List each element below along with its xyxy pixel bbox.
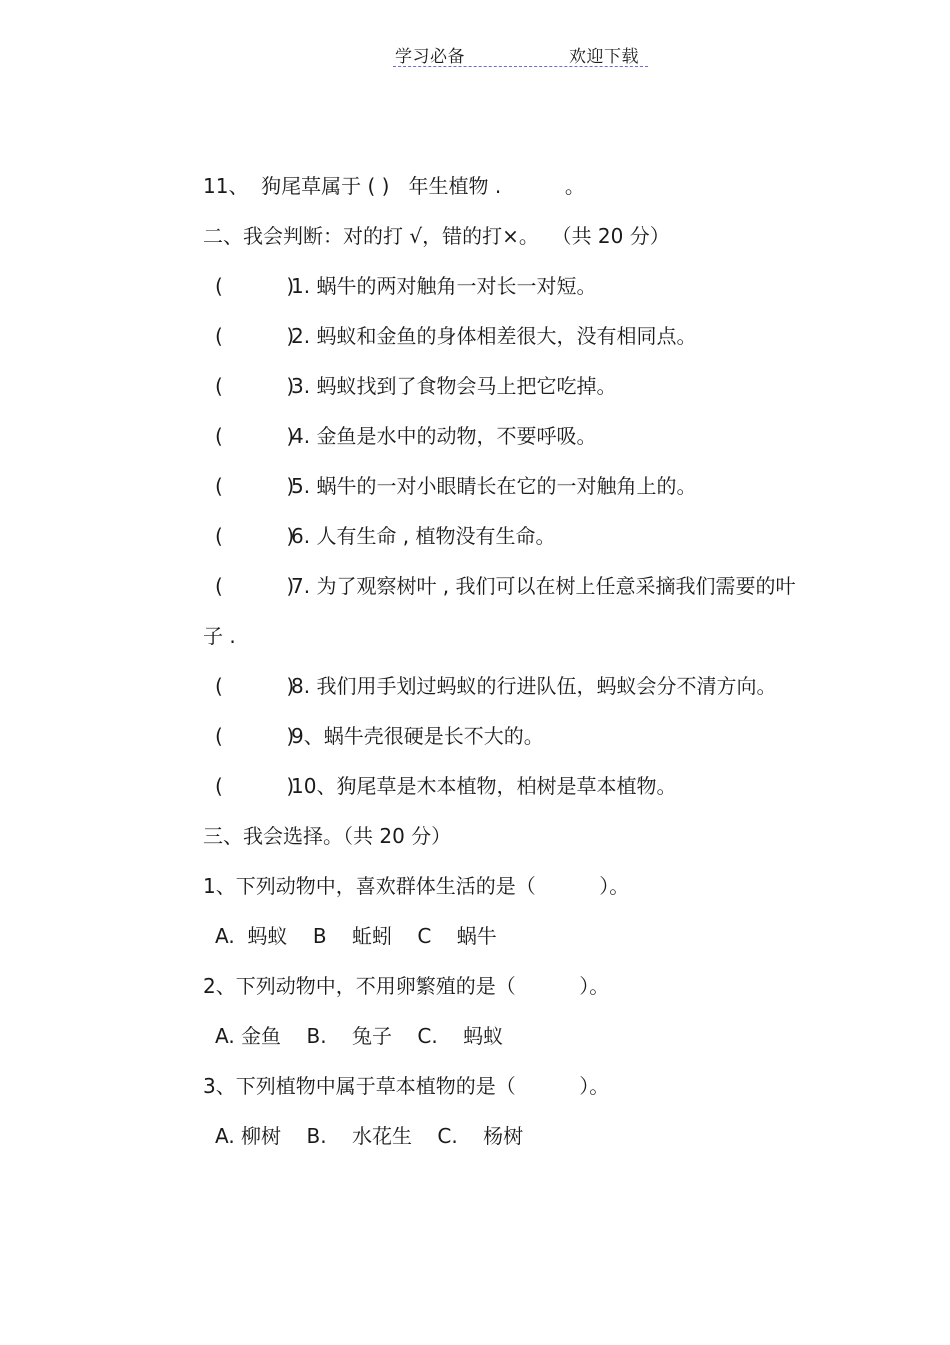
answer-blank: ( ) [215,274,295,298]
header-left-text: 学习必备 [395,47,465,67]
answer-blank: ( ) [215,574,295,598]
judge-item-2 [203,318,843,368]
answer-blank: ( ) [215,324,295,348]
judge-item-text: 8. 我们用手划过蚂蚁的行进队伍，蚂蚁会分不清方向。 [291,674,777,698]
judge-item-text: 10、狗尾草是木本植物，柏树是草本植物。 [291,774,677,798]
answer-blank: ( ) [215,424,295,448]
choice-options-1: A. 蚂蚁 B 蚯蚓 C 蜗牛 [215,924,497,948]
judge-item-text: 7. 为了观察树叶 , 我们可以在树上任意采摘我们需要的叶 [291,574,796,598]
answer-blank: ( ) [215,674,295,698]
judge-item-4 [203,418,843,468]
judge-item-text: 9、蜗牛壳很硬是长不大的。 [291,724,544,748]
judge-item-text: 4. 金鱼是水中的动物，不要呼吸。 [291,424,597,448]
judge-item-text: 3. 蚂蚁找到了食物会马上把它吃掉。 [291,374,617,398]
judge-item-8 [203,668,843,718]
answer-blank: ( ) [215,524,295,548]
choice-options-2: A. 金鱼 B. 兔子 C. 蚂蚁 [215,1024,504,1048]
choice-question-3: 3、下列植物中属于草本植物的是（ ）。 [203,1074,610,1098]
judge-item-1 [203,268,843,318]
judge-item-text: 5. 蜗牛的一对小眼睛长在它的一对触角上的。 [291,474,697,498]
judge-item-10 [203,768,843,818]
question-11: 11、 狗尾草属于 ( ) 年生植物 . 。 [203,174,585,198]
judge-item-7 [203,568,843,618]
judge-item-text: 1. 蜗牛的两对触角一对长一对短。 [291,274,597,298]
header-right-text: 欢迎下载 [569,47,639,67]
judge-item-text: 2. 蚂蚁和金鱼的身体相差很大，没有相同点。 [291,324,697,348]
judge-item-7-continuation: 子 . [203,624,236,648]
worksheet-content [203,168,843,1168]
judge-item-3 [203,368,843,418]
page-header [393,40,648,67]
answer-blank: ( ) [215,774,295,798]
judge-item-9 [203,718,843,768]
answer-blank: ( ) [215,724,295,748]
answer-blank: ( ) [215,374,295,398]
choice-question-1: 1、下列动物中，喜欢群体生活的是（ ）。 [203,874,630,898]
section-3-title: 三、我会选择。（共 20 分） [203,824,452,848]
judge-item-6 [203,518,843,568]
judge-item-text: 6. 人有生命 , 植物没有生命。 [291,524,556,548]
section-2-title: 二、我会判断：对的打 √，错的打×。 （共 20 分） [203,224,670,248]
choice-options-3: A. 柳树 B. 水花生 C. 杨树 [215,1124,524,1148]
choice-question-2: 2、下列动物中，不用卵繁殖的是（ ）。 [203,974,610,998]
answer-blank: ( ) [215,474,295,498]
judge-item-5 [203,468,843,518]
